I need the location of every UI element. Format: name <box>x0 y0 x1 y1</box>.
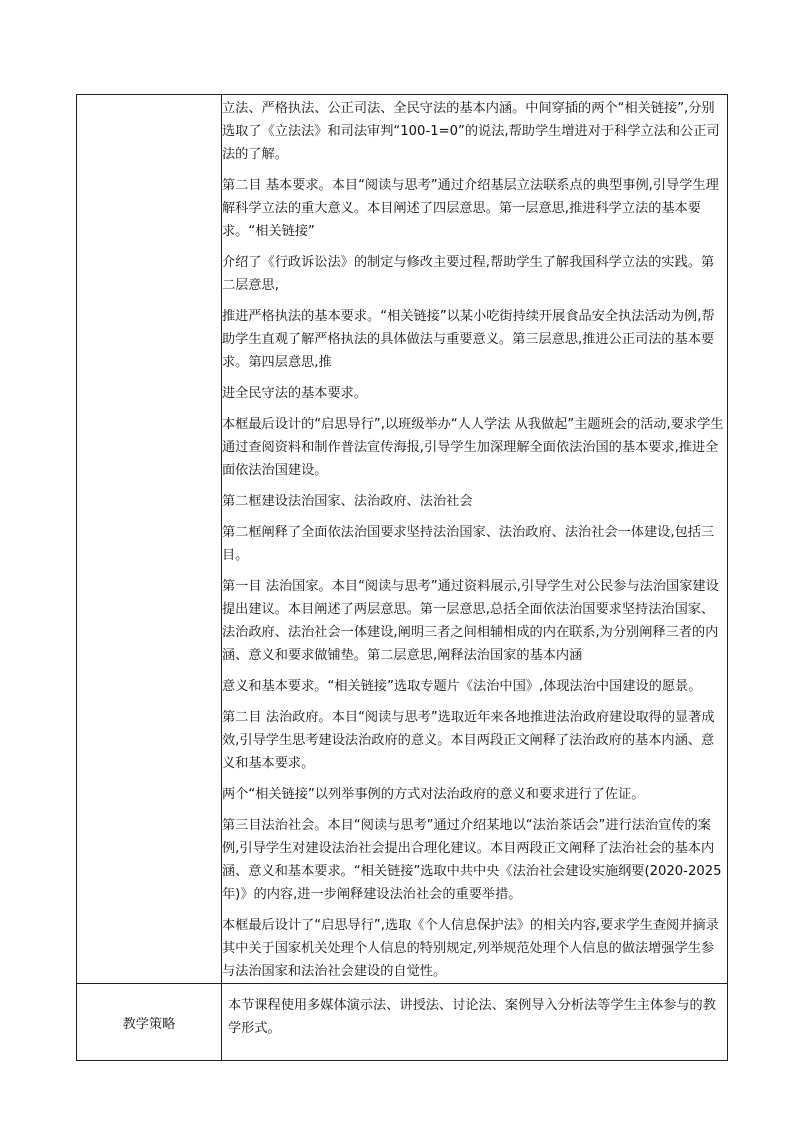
paragraph: 本框最后设计了“启思导行”,选取《个人信息保护法》的相关内容,要求学生查阅并摘录其中关于国家机关处理个人信息的特别规定,列举规范处理个人信息的做法增强学生参与法治国家和法治社会建设的自觉性。 <box>222 918 719 979</box>
teaching-strategy-row <box>77 984 728 1061</box>
content-row <box>77 95 728 984</box>
teaching-strategy-text: 本节课程使用多媒体演示法、讲授法、讨论法、案例导入分析法等学生主体参与的教学形式。 <box>228 998 716 1036</box>
paragraph: 意义和基本要求。“相关链接”选取专题片《法治中国》,体现法治中国建设的愿景。 <box>222 679 702 694</box>
teaching-strategy-label: 教学策略 <box>77 984 222 1061</box>
paragraph: 第二目 基本要求。本目“阅读与思考”通过介绍基层立法联系点的典型事例,引导学生理解科学立法的重大意义。本目阐述了四层意思。第一层意思,推进科学立法的基本要求。“相关链接” <box>222 178 719 239</box>
row-label-cell-empty <box>77 95 222 984</box>
paragraph: 第二目 法治政府。本目“阅读与思考”选取近年来各地推进法治政府建设取得的显著成效,引导学生思考建设法治政府的意义。本目两段正文阐释了法治政府的基本内涵、意义和基本要求。 <box>222 710 715 771</box>
paragraph: 介绍了《行政诉讼法》的制定与修改主要过程,帮助学生了解我国科学立法的实践。第二层意思, <box>222 255 715 293</box>
section-heading: 第二框建设法治国家、法治政府、法治社会 <box>222 494 473 509</box>
paragraph: 推进严格执法的基本要求。“相关链接”以某小吃街持续开展食品安全执法活动为例,帮助学生直观了解严格执法的具体做法与重要意义。第三层意思,推进公正司法的基本要求。第四层意思,推 <box>222 309 715 370</box>
paragraph: 立法、严格执法、公正司法、全民守法的基本内涵。中间穿插的两个“相关链接”,分别选取了《立法法》和司法审判“100-1=0”的说法,帮助学生增进对于科学立法和公正司法的了解。 <box>222 101 720 162</box>
paragraph: 本框最后设计的“启思导行”,以班级举办“人人学法 从我做起”主题班会的活动,要求学生通过查阅资料和制作普法宣传海报,引导学生加深理解全面依法治国的基本要求,推进全面依法治国建设。 <box>222 417 724 478</box>
paragraph: 两个“相关链接”以列举事例的方式对法治政府的意义和要求进行了佐证。 <box>222 787 645 802</box>
teaching-strategy-content <box>222 984 728 1061</box>
lesson-plan-table <box>76 94 728 1061</box>
paragraph: 进全民守法的基本要求。 <box>222 386 368 401</box>
paragraph: 第二框阐释了全面依法治国要求坚持法治国家、法治政府、法治社会一体建设,包括三目。 <box>222 525 715 563</box>
paragraph: 第一目 法治国家。本目“阅读与思考”通过资料展示,引导学生对公民参与法治国家建设提出建议。本目阐述了两层意思。第一层意思,总括全面依法治国要求坚持法治国家、法治政府、法治社会一体建设,阐明三者之间相辅相成的内在联系,为分别阐释三者的内涵、意义和要求做铺垫。第二层意思,阐释法治国家的基本内涵 <box>222 579 719 663</box>
content-cell <box>222 95 728 984</box>
paragraph: 第三目法治社会。本目“阅读与思考”通过介绍某地以“法治茶话会”进行法治宣传的案例,引导学生对建设法治社会提出合理化建议。本目两段正文阐释了法治社会的基本内涵、意义和基本要求。“相关链接”选取中共中央《法治社会建设实施纲要(2020-2025年)》的内容,进一步阐释建设法治社会的重要举措。 <box>222 818 722 902</box>
